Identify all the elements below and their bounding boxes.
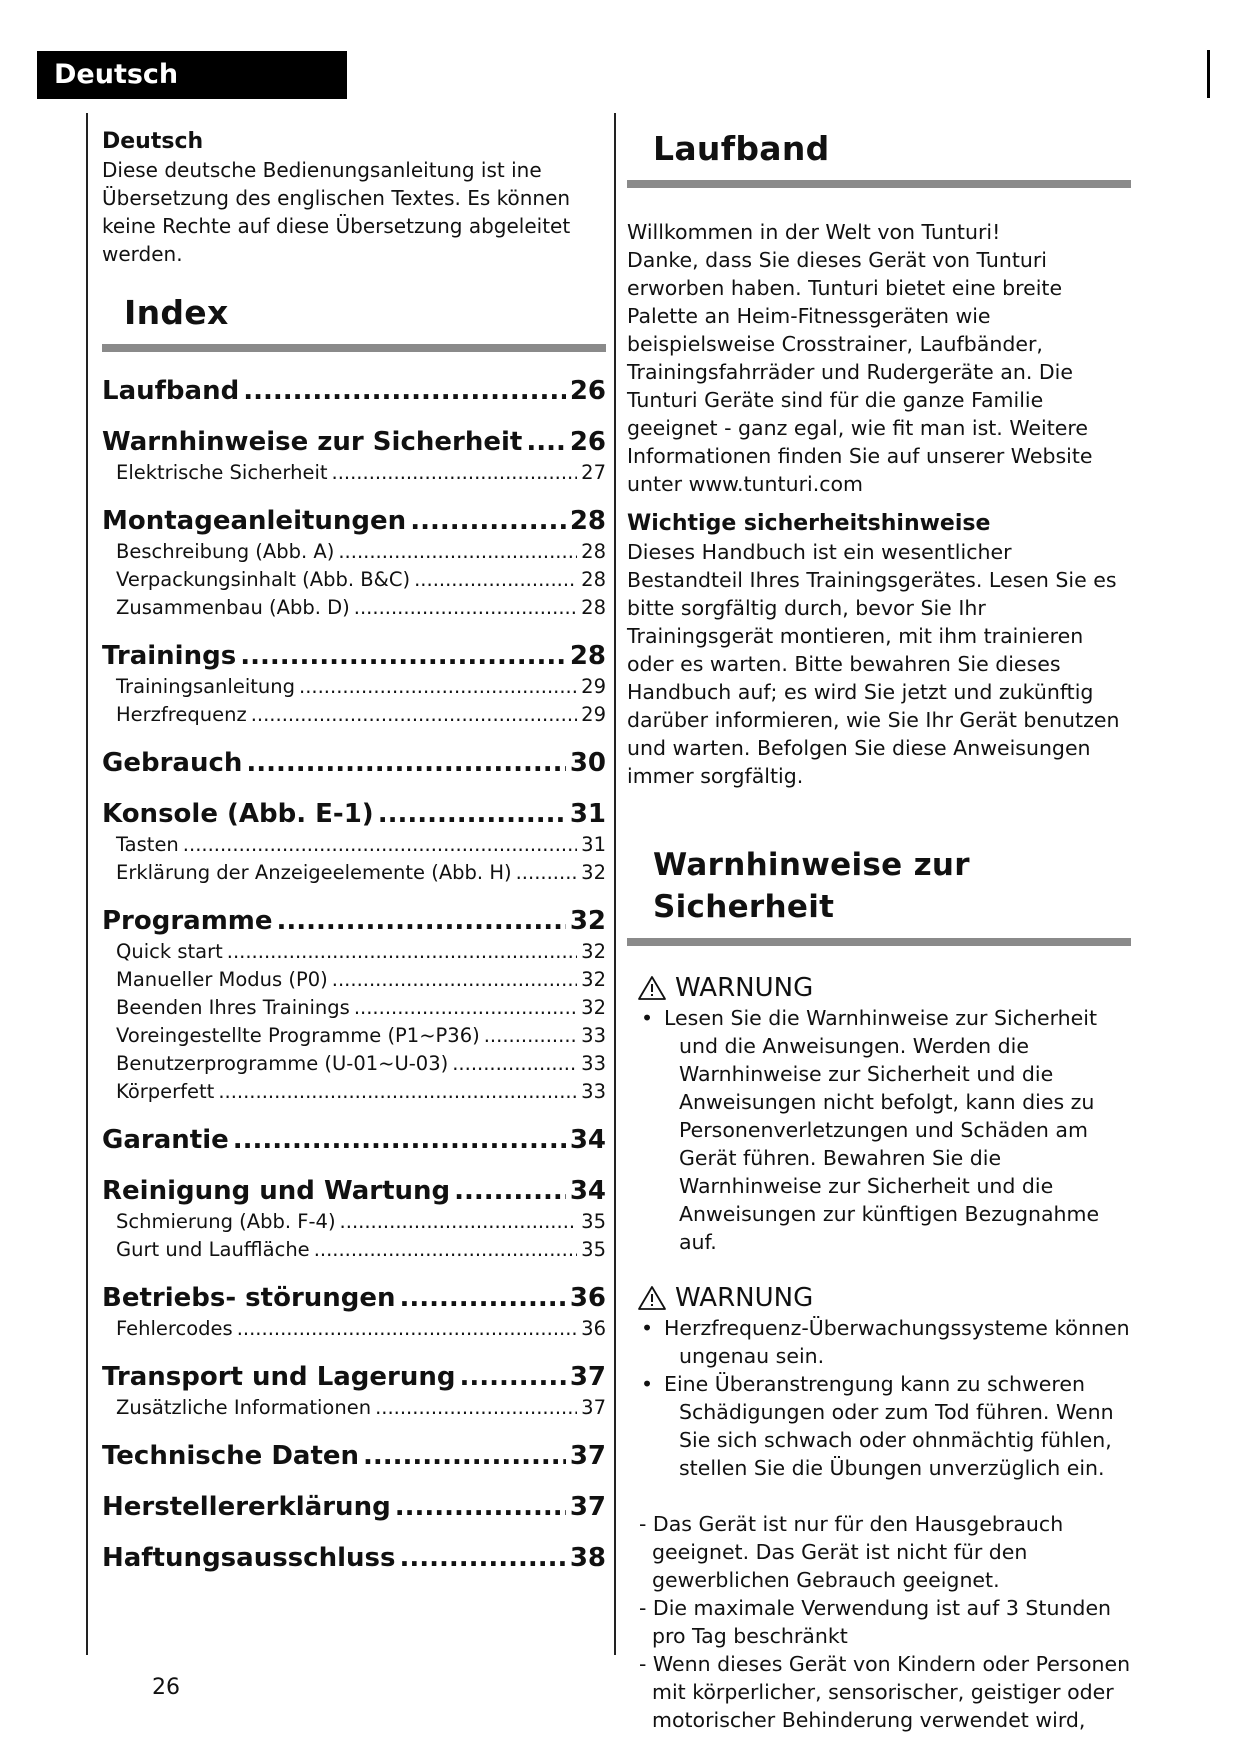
toc-leader xyxy=(338,538,577,566)
toc-title: Warnhinweise zur Sicherheit xyxy=(102,427,523,457)
toc-title: Betriebs- störungen xyxy=(102,1283,396,1313)
toc-entry xyxy=(102,639,606,729)
toc-main-line xyxy=(102,504,606,538)
toc-sub-page: 36 xyxy=(581,1317,606,1340)
toc-leader xyxy=(183,831,577,859)
toc-sub-page: 29 xyxy=(581,675,606,698)
toc-sub-line xyxy=(102,1078,606,1106)
toc-sub-line xyxy=(102,459,606,487)
toc-sub-line xyxy=(102,938,606,966)
toc-sub-page: 31 xyxy=(581,833,606,856)
toc-leader xyxy=(410,504,566,538)
toc-sub-page: 32 xyxy=(581,861,606,884)
toc-sub-title: Beenden Ihres Trainings xyxy=(116,996,350,1019)
toc-main-line xyxy=(102,1174,606,1208)
toc-title: Gebrauch xyxy=(102,748,243,778)
toc-leader xyxy=(354,994,577,1022)
index-section xyxy=(102,292,606,352)
warning-bullet: • Herzfrequenz-Überwachungssysteme können ungenau sein. xyxy=(627,1314,1133,1370)
toc-sub-page: 35 xyxy=(581,1210,606,1233)
toc-page: 28 xyxy=(569,641,606,671)
toc-sub-page: 32 xyxy=(581,968,606,991)
toc-sub-line xyxy=(102,994,606,1022)
toc-entry xyxy=(102,1360,606,1422)
toc-page: 28 xyxy=(569,506,606,536)
warning-block-2 xyxy=(627,1282,1133,1482)
toc-entry xyxy=(102,374,606,408)
toc-page: 30 xyxy=(569,748,606,778)
right-column xyxy=(627,128,1133,1734)
warning-triangle-icon xyxy=(637,975,667,1001)
toc-title: Reinigung und Wartung xyxy=(102,1176,451,1206)
toc-leader xyxy=(277,904,566,938)
toc-leader xyxy=(363,1439,566,1473)
toc-leader xyxy=(454,1174,566,1208)
toc-title: Konsole (Abb. E-1) xyxy=(102,799,374,829)
toc-main-line xyxy=(102,639,606,673)
table-of-contents xyxy=(102,374,606,1575)
toc-leader xyxy=(354,594,577,622)
toc-sub-line xyxy=(102,831,606,859)
warning-bullet: • Lesen Sie die Warnhinweise zur Sicherheit und die Anweisungen. Werden die Warnhinweise zur Sicherheit und die Anweisungen nicht befolgt, kann dies zu Personenverletzungen und Schäden am Gerät führen. Bewahren Sie die Warnhinweise zur Sicherheit und die Anweisungen zur künftigen Bezugnahme auf. xyxy=(627,1004,1133,1256)
toc-sub-page: 33 xyxy=(581,1052,606,1075)
toc-sub-line xyxy=(102,594,606,622)
toc-page: 34 xyxy=(569,1176,606,1206)
toc-title: Transport und Lagerung xyxy=(102,1362,456,1392)
toc-page: 26 xyxy=(569,376,606,406)
toc-sub-line xyxy=(102,1050,606,1078)
toc-title: Montageanleitungen xyxy=(102,506,407,536)
toc-leader xyxy=(414,566,577,594)
toc-page: 26 xyxy=(569,427,606,457)
toc-main-line xyxy=(102,1439,606,1473)
toc-sub-title: Tasten xyxy=(116,833,179,856)
intro-text: Diese deutsche Bedienungsanleitung ist ine Übersetzung des englischen Textes. Es können keine Rechte auf diese Übersetzung abgeleitet werden. xyxy=(102,158,571,266)
toc-sub-line xyxy=(102,1315,606,1343)
toc-sub-title: Körperfett xyxy=(116,1080,215,1103)
toc-sub-title: Beschreibung (Abb. A) xyxy=(116,540,335,563)
toc-main-line xyxy=(102,746,606,780)
toc-leader xyxy=(516,859,578,887)
language-tab: Deutsch xyxy=(37,51,347,99)
toc-entry xyxy=(102,797,606,887)
toc-sub-page: 35 xyxy=(581,1238,606,1261)
toc-sub-title: Elektrische Sicherheit xyxy=(116,461,328,484)
toc-sub-page: 37 xyxy=(581,1396,606,1419)
toc-main-line xyxy=(102,1281,606,1315)
toc-sub-page: 33 xyxy=(581,1080,606,1103)
toc-sub-title: Fehlercodes xyxy=(116,1317,233,1340)
toc-leader xyxy=(314,1236,577,1264)
toc-leader xyxy=(375,1394,577,1422)
warning-1-bullets xyxy=(627,1004,1133,1256)
toc-leader xyxy=(460,1360,566,1394)
page-number: 26 xyxy=(152,1675,180,1700)
usage-note-item: - Die maximale Verwendung ist auf 3 Stunden pro Tag beschränkt xyxy=(627,1594,1133,1650)
toc-page: 36 xyxy=(569,1283,606,1313)
toc-leader xyxy=(526,425,566,459)
toc-title: Herstellererklärung xyxy=(102,1492,391,1522)
toc-sub-page: 27 xyxy=(581,461,606,484)
toc-sub-line xyxy=(102,701,606,729)
toc-leader xyxy=(378,797,566,831)
toc-title: Trainings xyxy=(102,641,237,671)
toc-page: 37 xyxy=(569,1362,606,1392)
laufband-title: Laufband xyxy=(653,129,830,168)
toc-sub-title: Erklärung der Anzeigeelemente (Abb. H) xyxy=(116,861,512,884)
warnings-title: Warnhinweise zur Sicherheit xyxy=(653,847,970,925)
toc-leader xyxy=(452,1050,577,1078)
toc-sub-line xyxy=(102,673,606,701)
toc-main-line xyxy=(102,425,606,459)
toc-sub-title: Herzfrequenz xyxy=(116,703,247,726)
toc-sub-title: Benutzerprogramme (U-01~U-03) xyxy=(116,1052,449,1075)
toc-entry xyxy=(102,1541,606,1575)
usage-note-item: - Wenn dieses Gerät von Kindern oder Personen mit körperlicher, sensorischer, geistiger oder motorischer Behinderung verwendet wird, xyxy=(627,1650,1133,1734)
toc-sub-title: Zusammenbau (Abb. D) xyxy=(116,596,350,619)
laufband-intro-text: Danke, dass Sie dieses Gerät von Tunturi erworben haben. Tunturi bietet eine breite Palette an Heim-Fitnessgeräten wie beispielsweise Crosstrainer, Laufbänder, Trainingsfahrräder und Rudergeräte an. Die Tunturi Geräte sind für die ganze Familie geeignet - ganz egal, wie fit man ist. Weitere Informationen finden Sie auf unserer Website unter www.tunturi.com xyxy=(627,248,1093,496)
toc-title: Haftungsausschluss xyxy=(102,1543,396,1573)
toc-sub-title: Verpackungsinhalt (Abb. B&C) xyxy=(116,568,411,591)
toc-sub-line xyxy=(102,538,606,566)
toc-entry xyxy=(102,504,606,622)
toc-page: 37 xyxy=(569,1492,606,1522)
toc-title: Programme xyxy=(102,906,273,936)
toc-entry xyxy=(102,1281,606,1343)
toc-sub-title: Schmierung (Abb. F-4) xyxy=(116,1210,336,1233)
toc-leader xyxy=(400,1281,566,1315)
toc-leader xyxy=(340,1208,578,1236)
toc-page: 34 xyxy=(569,1125,606,1155)
toc-leader xyxy=(395,1490,566,1524)
toc-sub-title: Manueller Modus (P0) xyxy=(116,968,328,991)
toc-sub-line xyxy=(102,1394,606,1422)
warning-label: WARNUNG xyxy=(675,973,814,1003)
toc-entry xyxy=(102,1174,606,1264)
corner-mark xyxy=(1207,50,1210,98)
toc-entry xyxy=(102,1439,606,1473)
toc-entry xyxy=(102,904,606,1106)
toc-sub-line xyxy=(102,1022,606,1050)
toc-leader xyxy=(332,459,578,487)
toc-sub-line xyxy=(102,1236,606,1264)
toc-leader xyxy=(251,701,577,729)
welcome-text: Willkommen in der Welt von Tunturi! xyxy=(627,220,1001,244)
toc-entry xyxy=(102,746,606,780)
toc-main-line xyxy=(102,1541,606,1575)
toc-sub-line xyxy=(102,1208,606,1236)
warnings-section xyxy=(627,844,1133,946)
toc-sub-line xyxy=(102,966,606,994)
usage-notes-list xyxy=(627,1510,1133,1734)
toc-main-line xyxy=(102,1360,606,1394)
toc-sub-title: Trainingsanleitung xyxy=(116,675,295,698)
toc-title: Laufband xyxy=(102,376,240,406)
toc-sub-title: Quick start xyxy=(116,940,223,963)
toc-sub-page: 29 xyxy=(581,703,606,726)
toc-page: 37 xyxy=(569,1441,606,1471)
left-column-rule xyxy=(86,113,88,1655)
toc-entry xyxy=(102,1123,606,1157)
index-title: Index xyxy=(124,293,229,332)
toc-leader xyxy=(240,639,566,673)
laufband-section xyxy=(627,128,1133,188)
left-column xyxy=(102,128,606,1592)
laufband-title-rule xyxy=(627,180,1131,188)
toc-sub-title: Gurt und Lauffläche xyxy=(116,1238,310,1261)
toc-page: 32 xyxy=(569,906,606,936)
warning-2-bullets xyxy=(627,1314,1133,1482)
toc-leader xyxy=(218,1078,577,1106)
warning-heading xyxy=(637,1282,1133,1314)
toc-main-line xyxy=(102,1490,606,1524)
toc-leader xyxy=(399,1541,565,1575)
warning-block-1 xyxy=(627,972,1133,1256)
safety-text: Dieses Handbuch ist ein wesentlicher Bestandteil Ihres Trainingsgerätes. Lesen Sie es bitte sorgfältig durch, bevor Sie Ihr Trainingsgerät montieren, mit ihm trainieren oder es warten. Bitte bewahren Sie dieses Handbuch auf; es wird Sie jetzt und zukünftig darüber informieren, wie Sie Ihr Gerät benutzen und warten. Befolgen Sie diese Anweisungen immer sorgfältig. xyxy=(627,540,1120,788)
toc-leader xyxy=(237,1315,577,1343)
warning-label: WARNUNG xyxy=(675,1283,814,1313)
toc-sub-line xyxy=(102,566,606,594)
toc-main-line xyxy=(102,797,606,831)
warning-heading xyxy=(637,972,1133,1004)
toc-title: Garantie xyxy=(102,1125,229,1155)
intro-title: Deutsch xyxy=(102,129,204,154)
toc-entry xyxy=(102,1490,606,1524)
toc-leader xyxy=(243,374,566,408)
toc-sub-page: 28 xyxy=(581,540,606,563)
toc-sub-page: 33 xyxy=(581,1024,606,1047)
warning-triangle-icon xyxy=(637,1285,667,1311)
warning-bullet: • Eine Überanstrengung kann zu schweren Schädigungen oder zum Tod führen. Wenn Sie sich schwach oder ohnmächtig fühlen, stellen Sie die Übungen unverzüglich ein. xyxy=(627,1370,1133,1482)
toc-sub-page: 28 xyxy=(581,568,606,591)
toc-sub-page: 32 xyxy=(581,940,606,963)
toc-main-line xyxy=(102,374,606,408)
toc-leader xyxy=(484,1022,577,1050)
toc-leader xyxy=(332,966,577,994)
index-title-rule xyxy=(102,344,606,352)
warnings-title-rule xyxy=(627,938,1131,946)
toc-leader xyxy=(299,673,577,701)
toc-main-line xyxy=(102,1123,606,1157)
toc-entry xyxy=(102,425,606,487)
toc-leader xyxy=(233,1123,566,1157)
toc-sub-page: 28 xyxy=(581,596,606,619)
usage-note-item: - Das Gerät ist nur für den Hausgebrauch geeignet. Das Gerät ist nicht für den gewerblichen Gebrauch geeignet. xyxy=(627,1510,1133,1594)
toc-main-line xyxy=(102,904,606,938)
toc-title: Technische Daten xyxy=(102,1441,360,1471)
toc-page: 31 xyxy=(569,799,606,829)
toc-sub-title: Voreingestellte Programme (P1~P36) xyxy=(116,1024,480,1047)
middle-column-rule xyxy=(614,113,616,1655)
toc-page: 38 xyxy=(569,1543,606,1573)
toc-sub-title: Zusätzliche Informationen xyxy=(116,1396,372,1419)
toc-sub-page: 32 xyxy=(581,996,606,1019)
safety-heading: Wichtige sicherheitshinweise xyxy=(627,511,991,536)
toc-leader xyxy=(227,938,577,966)
toc-leader xyxy=(246,746,565,780)
toc-sub-line xyxy=(102,859,606,887)
